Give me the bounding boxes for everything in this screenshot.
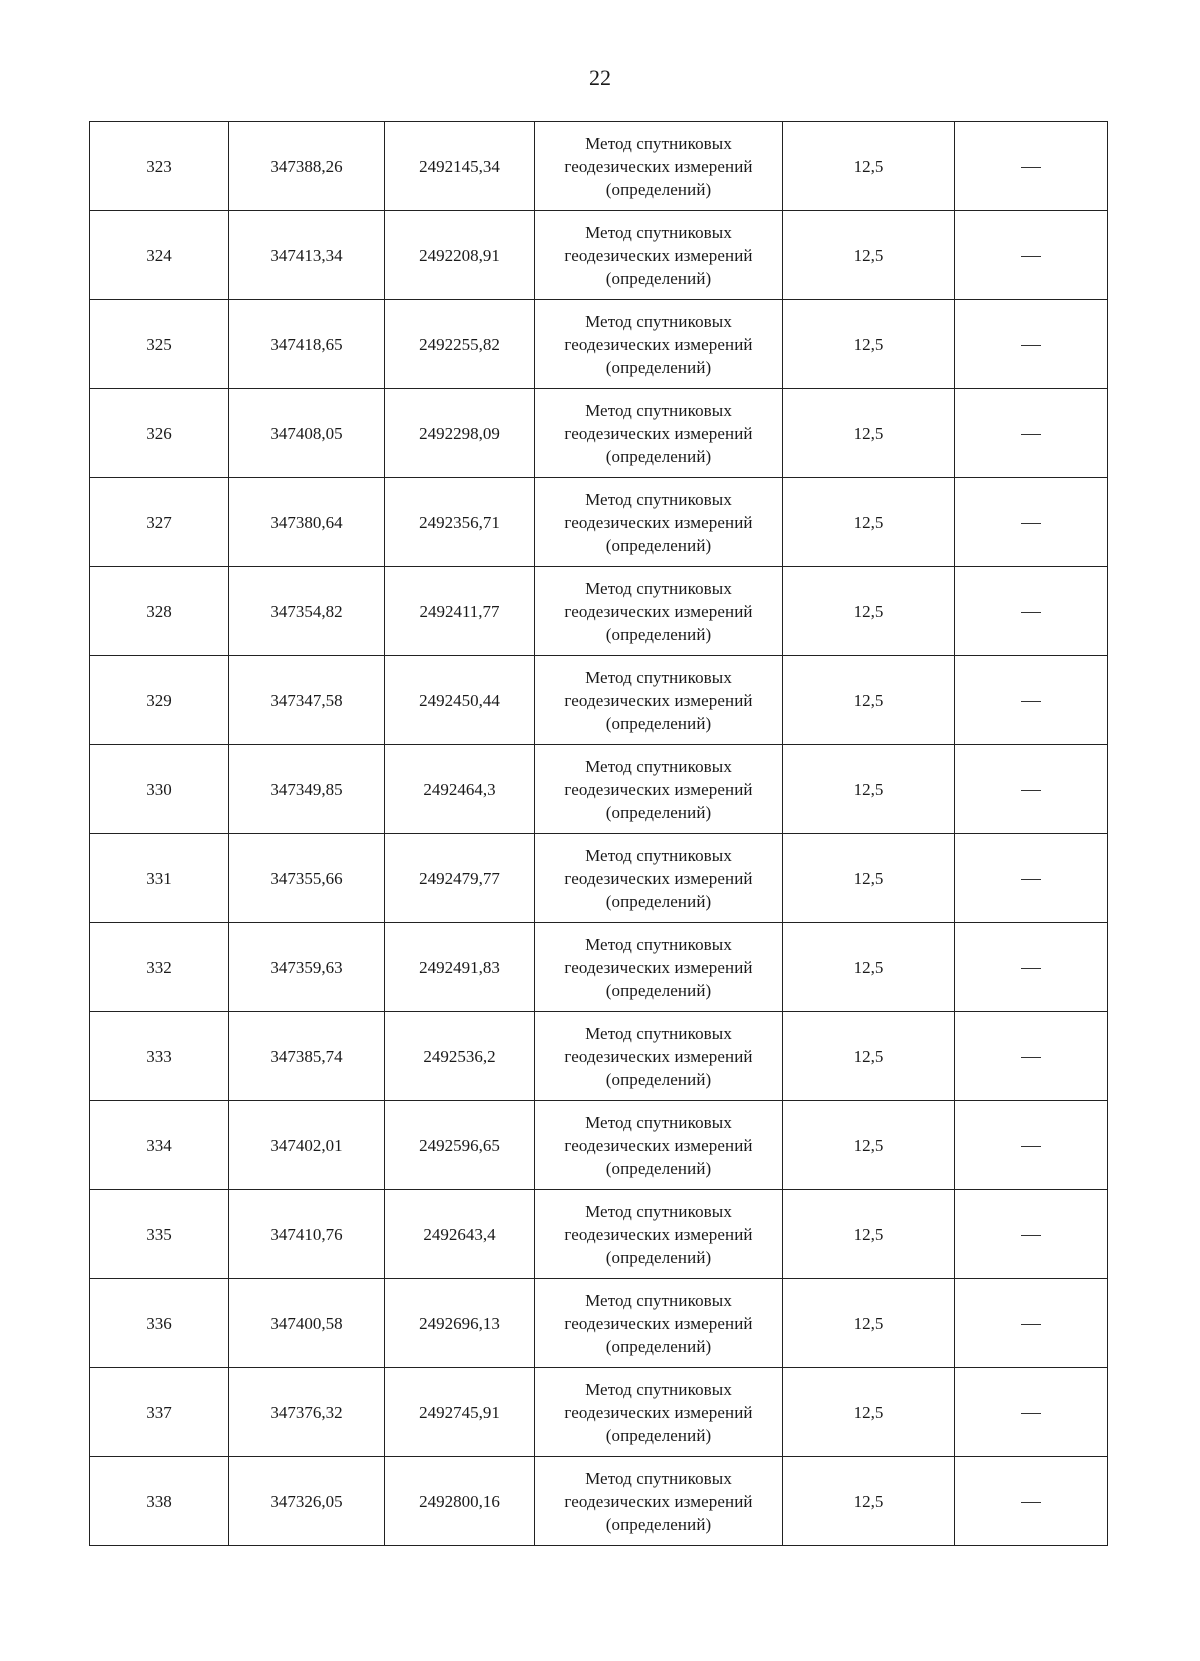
table-row [90,122,1108,211]
method-line: геодезических измерений [564,690,753,710]
table-row [90,745,1108,834]
x-coordinate-cell: 347380,64 [229,478,385,567]
dash-mark [1021,790,1041,791]
table-row [90,478,1108,567]
method-line: геодезических измерений [564,1402,753,1422]
table-row [90,834,1108,923]
method-line: Метод спутниковых [585,1112,732,1132]
method-line: геодезических измерений [564,1135,753,1155]
method-cell [535,1190,783,1279]
y-coordinate-cell: 2492745,91 [385,1368,535,1457]
y-coordinate-cell: 2492450,44 [385,656,535,745]
y-coordinate-cell: 2492464,3 [385,745,535,834]
accuracy-cell: 12,5 [783,300,955,389]
note-cell [955,1101,1108,1190]
method-line: геодезических измерений [564,423,753,443]
accuracy-cell: 12,5 [783,389,955,478]
method-cell [535,389,783,478]
method-line: (определений) [605,446,712,466]
method-line: геодезических измерений [564,779,753,799]
point-number-cell: 332 [90,923,229,1012]
table-row [90,1279,1108,1368]
note-cell [955,745,1108,834]
y-coordinate-cell: 2492800,16 [385,1457,535,1546]
table-row [90,211,1108,300]
note-cell [955,478,1108,567]
method-cell [535,1101,783,1190]
y-coordinate-cell: 2492255,82 [385,300,535,389]
point-number-cell: 334 [90,1101,229,1190]
dash-mark [1021,701,1041,702]
method-line: Метод спутниковых [585,133,732,153]
method-line: Метод спутниковых [585,1290,732,1310]
method-cell [535,745,783,834]
dash-mark [1021,256,1041,257]
method-line: (определений) [605,1069,712,1089]
note-cell [955,923,1108,1012]
accuracy-cell: 12,5 [783,923,955,1012]
x-coordinate-cell: 347402,01 [229,1101,385,1190]
coordinates-table [89,121,1108,1546]
x-coordinate-cell: 347376,32 [229,1368,385,1457]
dash-mark [1021,1502,1041,1503]
dash-mark [1021,523,1041,524]
accuracy-cell: 12,5 [783,834,955,923]
point-number-cell: 327 [90,478,229,567]
method-line: (определений) [605,624,712,644]
table-row [90,923,1108,1012]
point-number-cell: 338 [90,1457,229,1546]
method-line: геодезических измерений [564,1224,753,1244]
accuracy-cell: 12,5 [783,745,955,834]
method-cell [535,923,783,1012]
table-row [90,567,1108,656]
method-line: Метод спутниковых [585,489,732,509]
method-line: (определений) [605,1336,712,1356]
point-number-cell: 330 [90,745,229,834]
method-line: (определений) [605,980,712,1000]
point-number-cell: 324 [90,211,229,300]
method-cell [535,656,783,745]
point-number-cell: 323 [90,122,229,211]
y-coordinate-cell: 2492298,09 [385,389,535,478]
dash-mark [1021,434,1041,435]
method-line: (определений) [605,1247,712,1267]
x-coordinate-cell: 347408,05 [229,389,385,478]
note-cell [955,1012,1108,1101]
table-row [90,1101,1108,1190]
note-cell [955,834,1108,923]
method-line: Метод спутниковых [585,934,732,954]
method-line: Метод спутниковых [585,756,732,776]
y-coordinate-cell: 2492596,65 [385,1101,535,1190]
y-coordinate-cell: 2492696,13 [385,1279,535,1368]
method-line: (определений) [605,1158,712,1178]
note-cell [955,567,1108,656]
note-cell [955,1279,1108,1368]
method-line: (определений) [605,802,712,822]
x-coordinate-cell: 347400,58 [229,1279,385,1368]
point-number-cell: 337 [90,1368,229,1457]
method-line: Метод спутниковых [585,1379,732,1399]
x-coordinate-cell: 347355,66 [229,834,385,923]
accuracy-cell: 12,5 [783,1368,955,1457]
method-line: Метод спутниковых [585,578,732,598]
x-coordinate-cell: 347410,76 [229,1190,385,1279]
method-cell [535,1279,783,1368]
x-coordinate-cell: 347418,65 [229,300,385,389]
point-number-cell: 328 [90,567,229,656]
method-line: геодезических измерений [564,245,753,265]
accuracy-cell: 12,5 [783,1012,955,1101]
note-cell [955,1457,1108,1546]
point-number-cell: 329 [90,656,229,745]
method-line: Метод спутниковых [585,845,732,865]
method-line: геодезических измерений [564,957,753,977]
method-line: геодезических измерений [564,512,753,532]
method-line: Метод спутниковых [585,311,732,331]
accuracy-cell: 12,5 [783,656,955,745]
point-number-cell: 325 [90,300,229,389]
coordinates-table-body [90,122,1108,1546]
x-coordinate-cell: 347413,34 [229,211,385,300]
method-cell [535,211,783,300]
dash-mark [1021,612,1041,613]
y-coordinate-cell: 2492536,2 [385,1012,535,1101]
point-number-cell: 331 [90,834,229,923]
table-row [90,656,1108,745]
method-line: Метод спутниковых [585,1201,732,1221]
method-line: (определений) [605,1425,712,1445]
method-cell [535,834,783,923]
accuracy-cell: 12,5 [783,567,955,656]
method-line: геодезических измерений [564,601,753,621]
point-number-cell: 326 [90,389,229,478]
dash-mark [1021,1235,1041,1236]
method-line: геодезических измерений [564,868,753,888]
method-cell [535,300,783,389]
note-cell [955,1190,1108,1279]
method-line: (определений) [605,713,712,733]
method-line: (определений) [605,179,712,199]
method-line: Метод спутниковых [585,667,732,687]
x-coordinate-cell: 347354,82 [229,567,385,656]
x-coordinate-cell: 347349,85 [229,745,385,834]
x-coordinate-cell: 347347,58 [229,656,385,745]
method-line: Метод спутниковых [585,1468,732,1488]
method-cell [535,1457,783,1546]
dash-mark [1021,1324,1041,1325]
dash-mark [1021,968,1041,969]
y-coordinate-cell: 2492411,77 [385,567,535,656]
table-row [90,300,1108,389]
accuracy-cell: 12,5 [783,122,955,211]
method-line: (определений) [605,357,712,377]
y-coordinate-cell: 2492479,77 [385,834,535,923]
x-coordinate-cell: 347388,26 [229,122,385,211]
point-number-cell: 335 [90,1190,229,1279]
accuracy-cell: 12,5 [783,1101,955,1190]
x-coordinate-cell: 347385,74 [229,1012,385,1101]
x-coordinate-cell: 347359,63 [229,923,385,1012]
method-cell [535,567,783,656]
table-row [90,1012,1108,1101]
page-number: 22 [589,65,611,90]
table-row [90,1190,1108,1279]
y-coordinate-cell: 2492208,91 [385,211,535,300]
y-coordinate-cell: 2492491,83 [385,923,535,1012]
accuracy-cell: 12,5 [783,1457,955,1546]
y-coordinate-cell: 2492643,4 [385,1190,535,1279]
note-cell [955,1368,1108,1457]
dash-mark [1021,1057,1041,1058]
note-cell [955,389,1108,478]
method-line: геодезических измерений [564,156,753,176]
dash-mark [1021,1413,1041,1414]
table-row [90,1368,1108,1457]
accuracy-cell: 12,5 [783,211,955,300]
method-line: Метод спутниковых [585,400,732,420]
method-line: Метод спутниковых [585,222,732,242]
accuracy-cell: 12,5 [783,1190,955,1279]
table-row [90,389,1108,478]
accuracy-cell: 12,5 [783,478,955,567]
table-row [90,1457,1108,1546]
method-cell [535,1012,783,1101]
method-cell [535,122,783,211]
note-cell [955,656,1108,745]
method-line: геодезических измерений [564,1491,753,1511]
method-line: геодезических измерений [564,1046,753,1066]
method-line: (определений) [605,268,712,288]
method-line: Метод спутниковых [585,1023,732,1043]
dash-mark [1021,1146,1041,1147]
note-cell [955,122,1108,211]
point-number-cell: 336 [90,1279,229,1368]
y-coordinate-cell: 2492356,71 [385,478,535,567]
y-coordinate-cell: 2492145,34 [385,122,535,211]
dash-mark [1021,879,1041,880]
x-coordinate-cell: 347326,05 [229,1457,385,1546]
note-cell [955,300,1108,389]
point-number-cell: 333 [90,1012,229,1101]
accuracy-cell: 12,5 [783,1279,955,1368]
method-line: (определений) [605,535,712,555]
note-cell [955,211,1108,300]
method-line: геодезических измерений [564,1313,753,1333]
dash-mark [1021,345,1041,346]
method-line: геодезических измерений [564,334,753,354]
method-cell [535,478,783,567]
method-line: (определений) [605,891,712,911]
dash-mark [1021,167,1041,168]
method-line: (определений) [605,1514,712,1534]
method-cell [535,1368,783,1457]
